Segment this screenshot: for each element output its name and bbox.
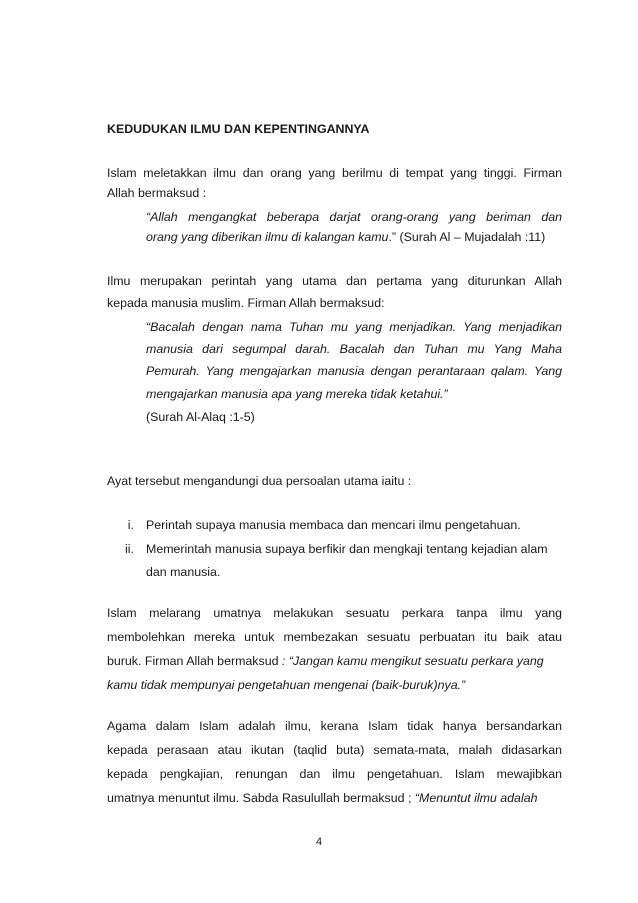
paragraph-5-line-2: kepada perasaan atau ikutan (taqlid buta) semata-mata, malah didasarkan [107,743,562,757]
quote-1-line-1: “Allah mengangkat beberapa darjat orang-orang yang beriman dan [146,210,562,224]
paragraph-4-line-3-quote: : “Jangan kamu mengikut sesuatu perkara yang [281,654,544,668]
paragraph-5-line-3: kepada pengkajian, renungan dan ilmu pengetahuan. Islam mewajibkan [107,767,562,781]
quote-2-reference: (Surah Al-Alaq :1-5) [146,410,255,424]
paragraph-4-line-2: membolehkan mereka untuk membezakan sesuatu perbuatan itu baik atau [107,630,562,644]
paragraph-4-line-3-plain: buruk. Firman Allah bermaksud [107,654,282,668]
list-item-1-number: i. [127,518,134,532]
paragraph-4-line-1: Islam melarang umatnya melakukan sesuatu perkara tanpa ilmu yang [107,606,562,620]
page-number: 4 [315,836,323,848]
paragraph-4-line-3 [107,654,544,669]
paragraph-4-line-4: kamu tidak mempunyai pengetahuan mengenai (baik-buruk)nya.” [107,678,466,692]
paragraph-5-line-4-quote: “Menuntut ilmu adalah [414,791,538,805]
list-item-2-text-line-1: Memerintah manusia supaya berfikir dan mengkaji tentang kejadian alam [146,542,548,556]
paragraph-5-line-4-plain: umatnya menuntut ilmu. Sabda Rasulullah bermaksud ; [107,791,415,805]
quote-2-line-4: mengajarkan manusia apa yang mereka tidak ketahui.” [146,387,448,401]
list-item-1-text: Perintah supaya manusia membaca dan mencari ilmu pengetahuan. [146,518,521,532]
quote-2-line-2: manusia dari segumpal darah. Bacalah dan Tuhan mu Yang Maha [146,342,562,356]
paragraph-2-line-2: kepada manusia muslim. Firman Allah bermaksud: [107,296,385,310]
paragraph-2-line-1: Ilmu merupakan perintah yang utama dan pertama yang diturunkan Allah [107,274,562,288]
list-item-2-number: ii. [125,542,134,556]
paragraph-5-line-1: Agama dalam Islam adalah ilmu, kerana Islam tidak hanya bersandarkan [107,719,562,733]
list-item-2-text-line-2: dan manusia. [146,565,221,579]
paragraph-3: Ayat tersebut mengandungi dua persoalan utama iaitu : [107,474,412,488]
paragraph-5-line-4 [107,791,537,806]
paragraph-1-line-1: Islam meletakkan ilmu dan orang yang berilmu di tempat yang tinggi. Firman [107,166,562,180]
paragraph-1-line-2: Allah bermaksud : [107,186,207,200]
quote-1-italic: orang yang diberikan ilmu di kalangan kamu [146,230,389,244]
section-heading: KEDUDUKAN ILMU DAN KEPENTINGANNYA [107,122,370,136]
quote-2-line-1: “Bacalah dengan nama Tuhan mu yang menjadikan. Yang menjadikan [146,320,562,334]
quote-2-line-3: Pemurah. Yang mengajarkan manusia dengan perantaraan qalam. Yang [146,364,562,378]
quote-1-line-2 [146,230,545,245]
quote-1-reference: .” (Surah Al – Mujadalah :11) [388,230,546,244]
